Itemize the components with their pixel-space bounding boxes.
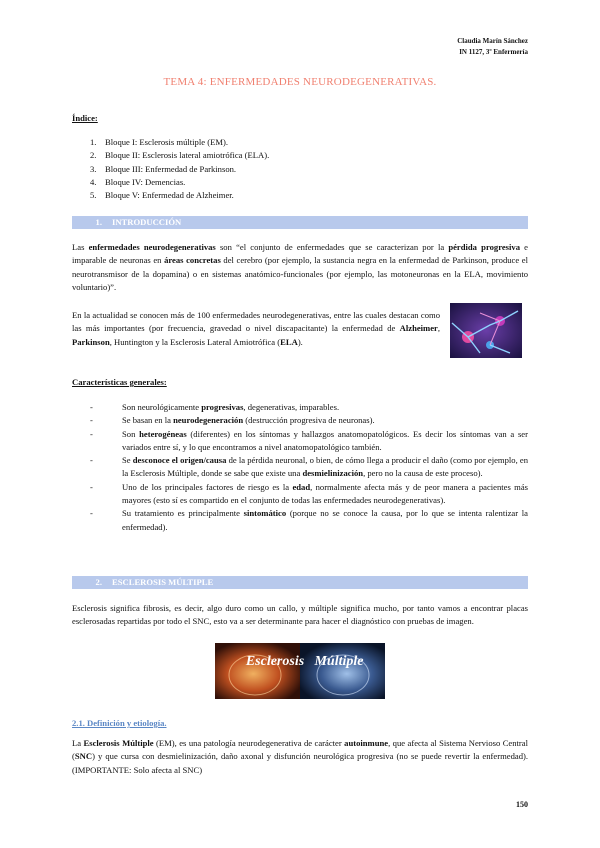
author-name: Claudia Marín Sánchez xyxy=(457,37,528,45)
image-caption-right: Múltiple xyxy=(314,654,364,669)
list-item: - Su tratamiento es principalmente sintomático (porque no se conoce la causa, por lo que se intenta ralentizar la enfermedad). xyxy=(72,507,528,534)
features-list xyxy=(72,401,528,534)
diseases-paragraph: En la actualidad se conocen más de 100 enfermedades neurodegenerativas, entre las cuales destacan como las más importantes (por frecuencia, gravedad o nivel discapacitante) la enfermedad de Alzheimer, Parkinson, Huntington y la Esclerosis Lateral Amiotrófica (ELA). xyxy=(72,310,440,347)
section-heading-introduction: 1. INTRODUCCIÓN xyxy=(72,216,528,229)
course-info: IN 1127, 3º Enfermería xyxy=(459,48,528,56)
multiple-sclerosis-image xyxy=(215,643,385,699)
neurons-image xyxy=(450,303,522,358)
index-item: 5. Bloque V: Enfermedad de Alzheimer. xyxy=(90,190,234,201)
features-heading: Características generales: xyxy=(72,377,167,387)
index-heading: Índice: xyxy=(72,113,98,123)
ms-intro-paragraph: Esclerosis significa fibrosis, es decir, algo duro como un callo, y múltiple significa mucho, por tanto vamos a encontrar placas esclerosadas repartidas por todo el SNC, esto va a ser determinante para hacer el diagnóstico con pruebas de imagen. xyxy=(72,603,528,627)
list-item: - Son heterogéneas (diferentes) en los síntomas y hallazgos anatomopatológicos. Es decir los síntomas van a ser variados entre sí, y lo que encontramos a nivel anatomopatológico también. xyxy=(72,428,528,455)
definition-paragraph: La Esclerosis Múltiple (EM), es una patología neurodegenerativa de carácter autoinmune, que afecta al Sistema Nervioso Central (SNC) y que cursa con desmielinización, daño axonal y disfunción neurológica progresiva (no se puede revertir la enfermedad). (IMPORTANTE: Solo afecta al SNC) xyxy=(72,738,528,775)
list-item: - Uno de los principales factores de riesgo es la edad, normalmente afecta más y de peor manera a pacientes más mayores (esto sí es compartido en el conjunto de todas las enfermedades neurodegenerativas). xyxy=(72,481,528,508)
list-item: - Son neurológicamente progresivas, degenerativas, imparables. xyxy=(72,401,528,414)
list-item: - Se desconoce el origen/causa de la pérdida neuronal, o bien, de cómo llega a producir el daño (como por ejemplo, en la Esclerosis Múltiple, donde se sabe que existe una desmielinización, pero no la causa de este proceso). xyxy=(72,454,528,481)
list-item: - Se basan en la neurodegeneración (destrucción progresiva de neuronas). xyxy=(72,414,528,427)
section-heading-multiple-sclerosis: 2. ESCLEROSIS MÚLTIPLE xyxy=(72,576,528,589)
index-item: 3. Bloque III: Enfermedad de Parkinson. xyxy=(90,163,237,174)
page-title: TEMA 4: ENFERMEDADES NEURODEGENERATIVAS. xyxy=(163,76,437,88)
index-item: 1. Bloque I: Esclerosis múltiple (EM). xyxy=(90,137,228,147)
intro-paragraph: Las enfermedades neurodegenerativas son “el conjunto de enfermedades que se caracterizan por la pérdida progresiva e imparable de neuronas en áreas concretas del cerebro (por ejemplo, la sustancia negra en la enfermedad de Parkinson, produce el neurotransmisor de la dopamina) o en sistemas anatómico-funcionales (por ejemplo, las motoneuronas en la ELA, movimiento voluntario)”. xyxy=(72,242,529,292)
document-header xyxy=(457,36,528,58)
image-caption-left: Esclerosis xyxy=(245,654,305,669)
subsection-heading: 2.1. Definición y etiología. xyxy=(72,718,167,728)
index-item: 4. Bloque IV: Demencias. xyxy=(90,176,186,187)
index-list xyxy=(90,136,490,202)
index-item: 2. Bloque II: Esclerosis lateral amiotrófica (ELA). xyxy=(90,150,270,161)
page-number: 150 xyxy=(516,800,528,809)
